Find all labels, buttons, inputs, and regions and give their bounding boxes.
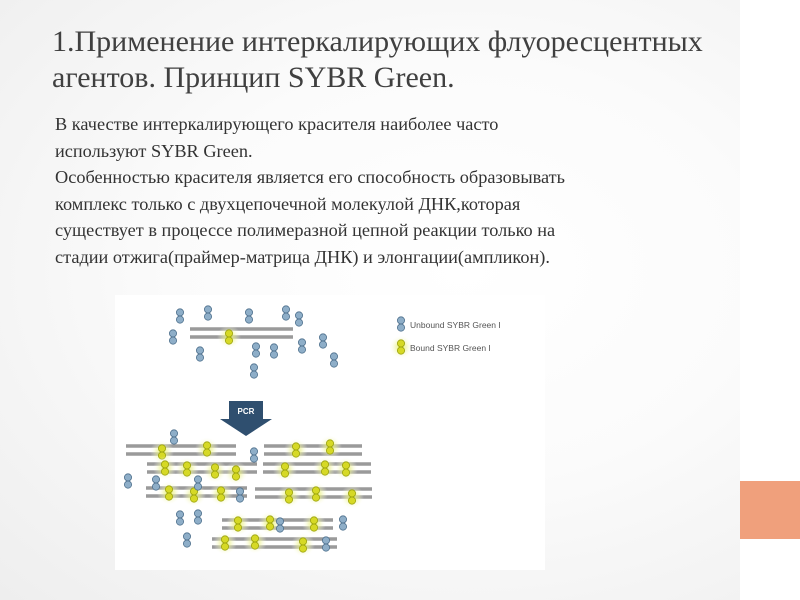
bound-dye-icon [195,437,219,461]
body-line: стадии отжига(праймер-матрица ДНК) и элонгации(ампликон). [55,246,550,267]
bound-dye-icon [277,484,301,508]
bound-dye-icon [182,483,206,507]
slide-title [52,24,742,96]
body-line: В качестве интеркалирующего красителя наиболее часто [55,114,499,134]
bound-dye-icon [213,531,237,555]
accent-block [740,481,800,539]
bound-dye-icon [217,325,241,349]
bound-dye-icon [203,459,227,483]
title-line-2: агентов. Принцип SYBR Green. [52,61,455,94]
bound-dye-group [217,325,241,349]
bound-dye-icon [318,435,342,459]
body-line: Особенностью красителя является его способность образовывать [55,167,565,187]
bound-dye-icon [157,481,181,505]
bound-dye-icon [302,512,326,536]
bound-dye-icon [224,461,248,485]
bound-dye-icon [273,458,297,482]
legend-unbound-label: Unbound SYBR Green I [410,320,501,330]
bound-dye-icon [334,457,358,481]
slide-body-text [55,111,695,270]
pcr-label: PCR [237,407,255,416]
body-line: комплекс только с двухцепочечной молекулой ДНК,которая [55,193,521,214]
bound-dye-icon [313,456,337,480]
sybr-green-diagram [115,295,545,570]
title-line-1: 1.Применение интеркалирующих флуоресцентных [52,25,703,58]
body-line: существует в процессе полимеразной цепной реакции только на [55,220,556,240]
legend-bound-label: Bound SYBR Green I [410,343,491,353]
bound-dye-icon [291,533,315,557]
bound-dye-icon [340,485,364,509]
bound-dye-icon [304,482,328,506]
body-line: используют SYBR Green. [55,140,253,161]
bound-dye-icon [209,482,233,506]
bound-dye-icon [243,530,267,554]
